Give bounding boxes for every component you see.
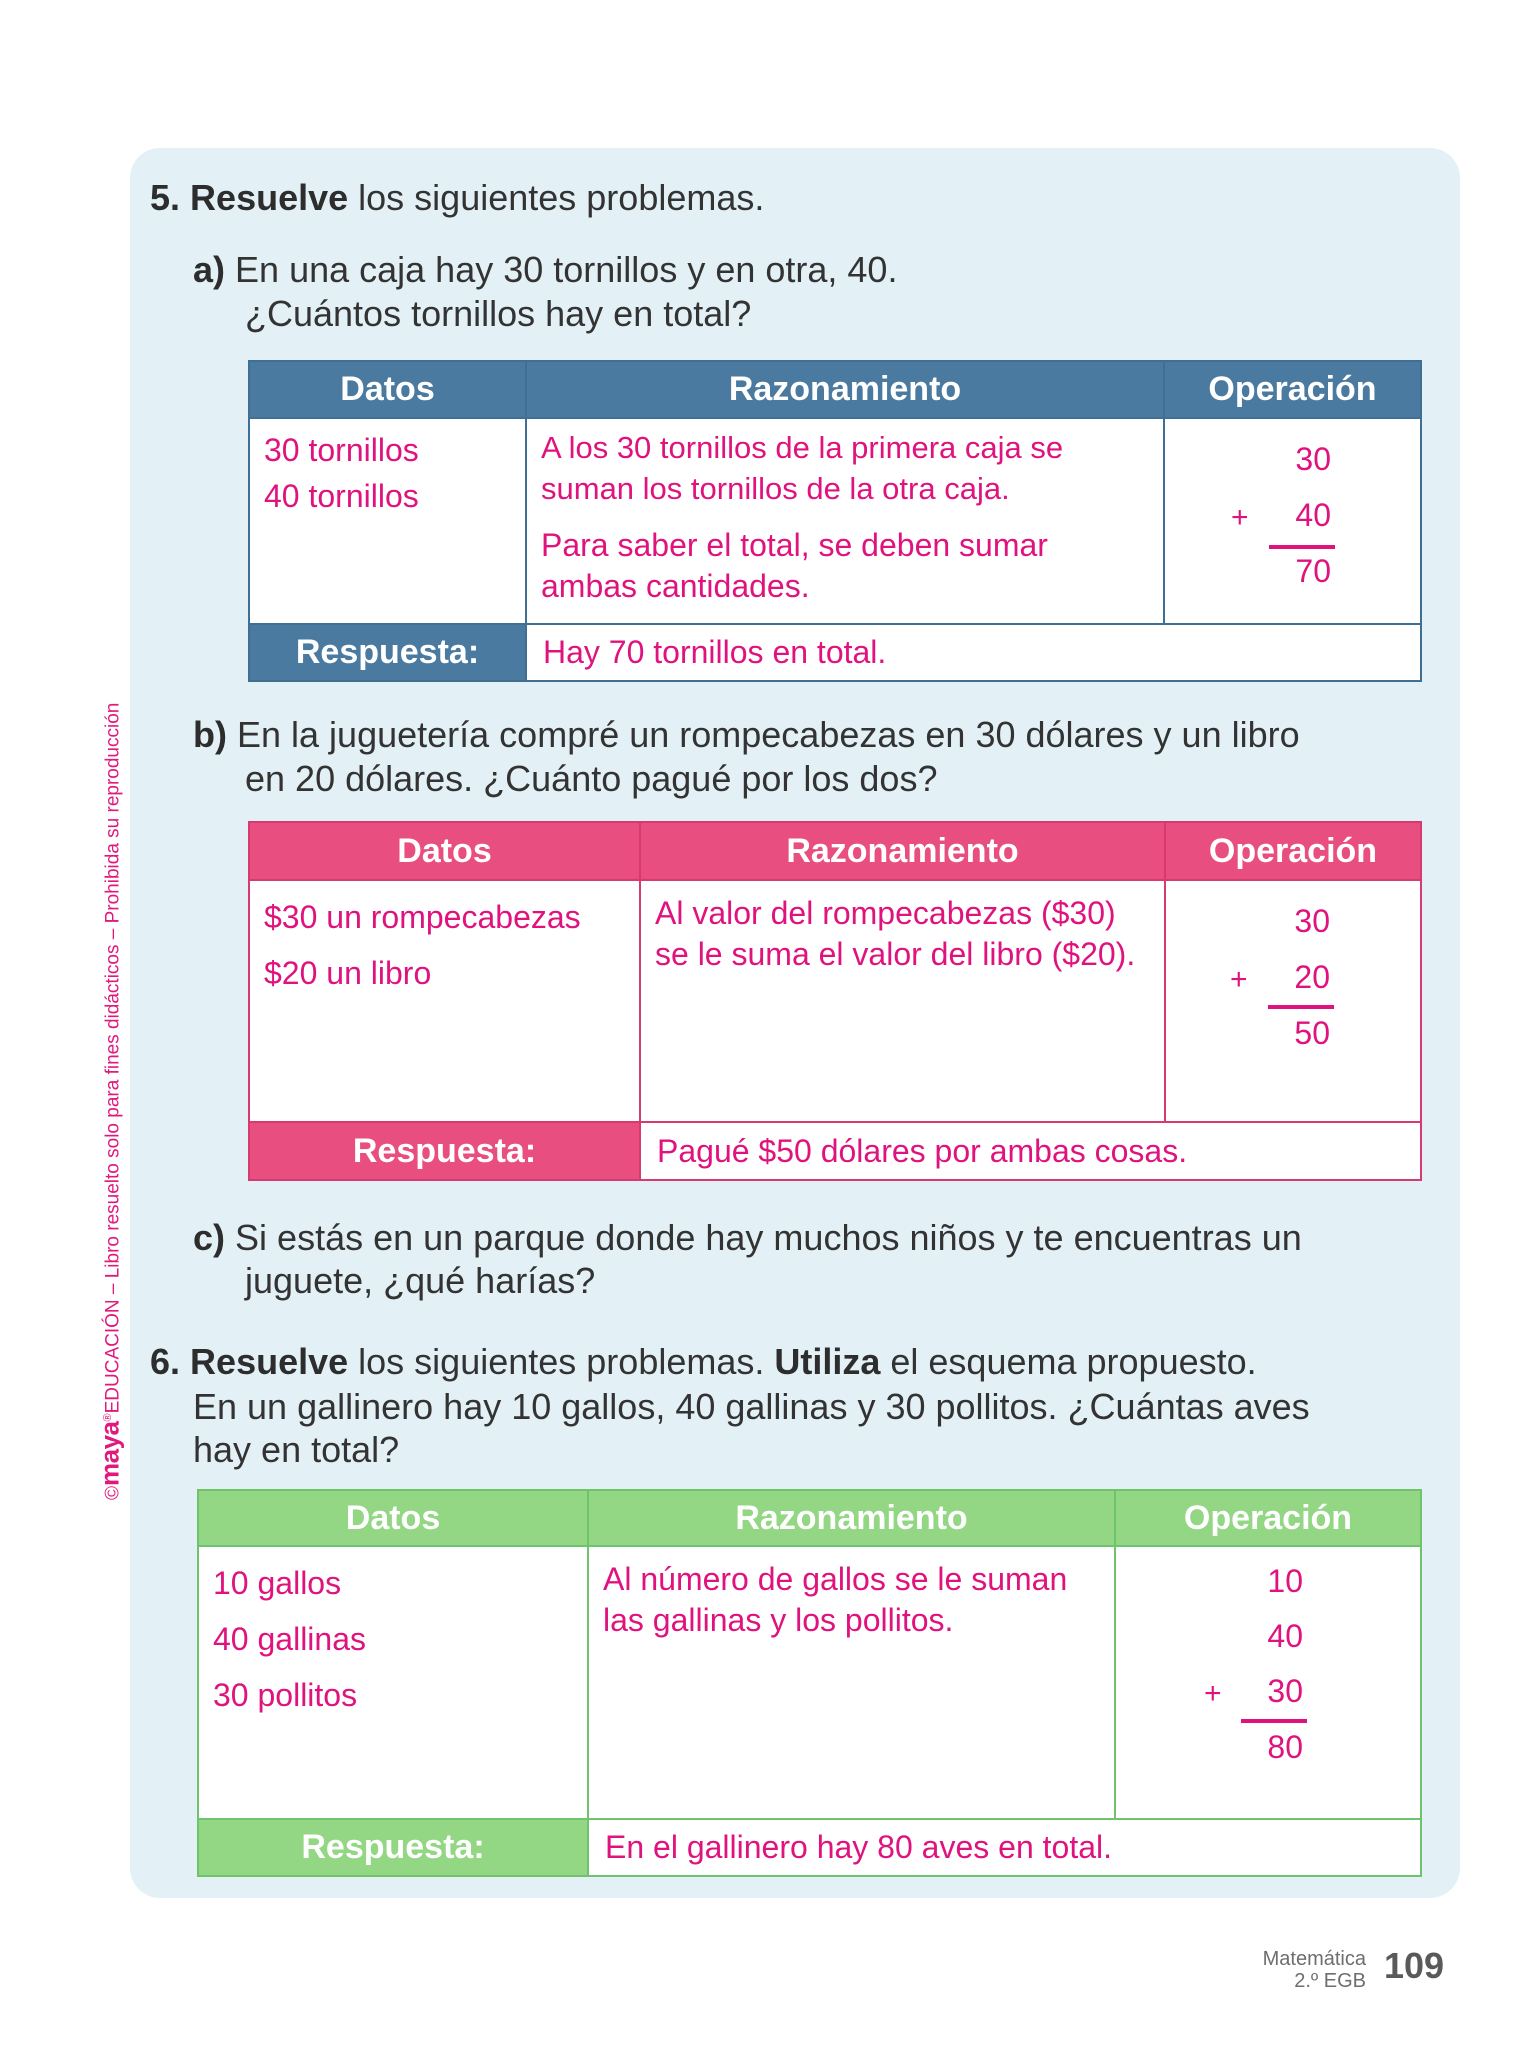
registered-symbol: ® <box>102 1413 114 1422</box>
exercise-number: 5. <box>150 177 181 218</box>
grade-label: 2.º EGB <box>1294 1970 1366 1992</box>
footer-subject <box>1263 1948 1366 1992</box>
addend: 40 <box>1295 497 1331 533</box>
dato-item: 40 tornillos <box>264 478 419 514</box>
sum-line <box>1269 545 1335 549</box>
plus-sign: + <box>1230 963 1248 996</box>
header-operacion: Operación <box>1164 361 1421 418</box>
problem-label: b) <box>193 714 227 755</box>
plus-sign: + <box>1231 501 1249 534</box>
problem-c-line2: juguete, ¿qué harías? <box>245 1260 596 1301</box>
brand-logo: maya <box>94 1421 125 1486</box>
razonamiento-text: Al número de gallos se le suman las gallinas y los pollitos. <box>603 1561 1068 1638</box>
addend: 10 <box>1267 1563 1303 1599</box>
header-razonamiento: Razonamiento <box>588 1490 1115 1546</box>
respuesta-answer[interactable]: En el gallinero hay 80 aves en total. <box>588 1819 1421 1876</box>
problem-text: En una caja hay 30 tornillos y en otra, 40. <box>235 249 898 290</box>
header-razonamiento: Razonamiento <box>640 822 1165 880</box>
sum-line <box>1268 1005 1334 1009</box>
table-exercise-6 <box>197 1489 1422 1877</box>
razonamiento-text: A los 30 tornillos de la primera caja se suman los tornillos de la otra caja. <box>541 430 1064 506</box>
sum-line <box>1241 1719 1307 1723</box>
addend: 30 <box>1295 441 1331 477</box>
problem-text: En la juguetería compré un rompecabezas en 30 dólares y un libro <box>237 714 1300 755</box>
problem-b-line2: en 20 dólares. ¿Cuánto pagué por los dos? <box>245 758 938 799</box>
respuesta-answer[interactable]: Pagué $50 dólares por ambas cosas. <box>640 1122 1421 1180</box>
operacion-cell <box>1165 880 1421 1122</box>
exercise-verb: Resuelve <box>190 1341 349 1382</box>
exercise-instruction: los siguientes problemas. <box>348 177 765 218</box>
datos-cell <box>249 418 526 624</box>
sum-result: 70 <box>1295 553 1331 589</box>
problem-label: a) <box>193 249 226 290</box>
dato-item: $20 un libro <box>264 955 432 991</box>
addend: 40 <box>1267 1618 1303 1654</box>
header-datos: Datos <box>198 1490 588 1546</box>
dato-item: 40 gallinas <box>213 1621 366 1657</box>
exercise-6-heading <box>150 1340 1257 1384</box>
razonamiento-text: Para saber el total, se deben sumar ambas cantidades. <box>541 527 1048 604</box>
exercise-number: 6. <box>150 1341 181 1382</box>
razonamiento-cell <box>526 418 1164 624</box>
problem-a-line2: ¿Cuántos tornillos hay en total? <box>245 293 752 334</box>
problem-text: Si estás en un parque donde hay muchos niños y te encuentras un <box>235 1217 1302 1258</box>
table-problem-b <box>248 821 1422 1181</box>
razonamiento-cell <box>640 880 1165 1122</box>
subject-name: Matemática <box>1262 1948 1366 1970</box>
exercise-6-line3: hay en total? <box>193 1429 400 1470</box>
respuesta-answer[interactable]: Hay 70 tornillos en total. <box>526 624 1421 681</box>
header-datos: Datos <box>249 822 640 880</box>
addend: 20 <box>1294 959 1330 995</box>
addend: 30 <box>1294 903 1330 939</box>
datos-cell <box>198 1546 588 1819</box>
dato-item: 30 pollitos <box>213 1677 358 1713</box>
sum-result: 50 <box>1294 1015 1330 1051</box>
addend: 30 <box>1267 1673 1303 1709</box>
plus-sign: + <box>1204 1677 1222 1710</box>
problem-a-line1 <box>193 248 897 292</box>
dato-item: $30 un rompecabezas <box>264 899 581 935</box>
header-datos: Datos <box>249 361 526 418</box>
exercise-6-line2: En un gallinero hay 10 gallos, 40 gallinas y 30 pollitos. ¿Cuántas aves <box>193 1386 1310 1427</box>
copyright-side-note <box>96 560 125 1500</box>
respuesta-label: Respuesta: <box>198 1819 588 1876</box>
page-number: 109 <box>1384 1945 1445 1986</box>
copyright-symbol: © <box>102 1486 124 1500</box>
dato-item: 30 tornillos <box>264 432 419 468</box>
header-operacion: Operación <box>1165 822 1421 880</box>
respuesta-label: Respuesta: <box>249 1122 640 1180</box>
datos-cell <box>249 880 640 1122</box>
problem-c-line1 <box>193 1216 1302 1260</box>
side-note-text: EDUCACIÓN – Libro resuelto solo para fines didácticos – Prohibida su reproducción <box>102 702 124 1414</box>
exercise-5-heading <box>150 176 764 220</box>
header-operacion: Operación <box>1115 1490 1421 1546</box>
exercise-verb: Utiliza <box>774 1341 881 1382</box>
exercise-instruction: el esquema propuesto. <box>880 1341 1257 1382</box>
exercise-verb: Resuelve <box>190 177 349 218</box>
operacion-cell <box>1164 418 1421 624</box>
dato-item: 10 gallos <box>213 1565 342 1601</box>
exercise-instruction: los siguientes problemas. <box>348 1341 775 1382</box>
table-problem-a <box>248 360 1422 682</box>
problem-b-line1 <box>193 713 1300 757</box>
razonamiento-text: Al valor del rompecabezas ($30) se le suma el valor del libro ($20). <box>655 895 1136 972</box>
sum-result: 80 <box>1267 1729 1303 1765</box>
header-razonamiento: Razonamiento <box>526 361 1164 418</box>
problem-label: c) <box>193 1217 226 1258</box>
respuesta-label: Respuesta: <box>249 624 526 681</box>
operacion-cell <box>1115 1546 1421 1819</box>
razonamiento-cell <box>588 1546 1115 1819</box>
